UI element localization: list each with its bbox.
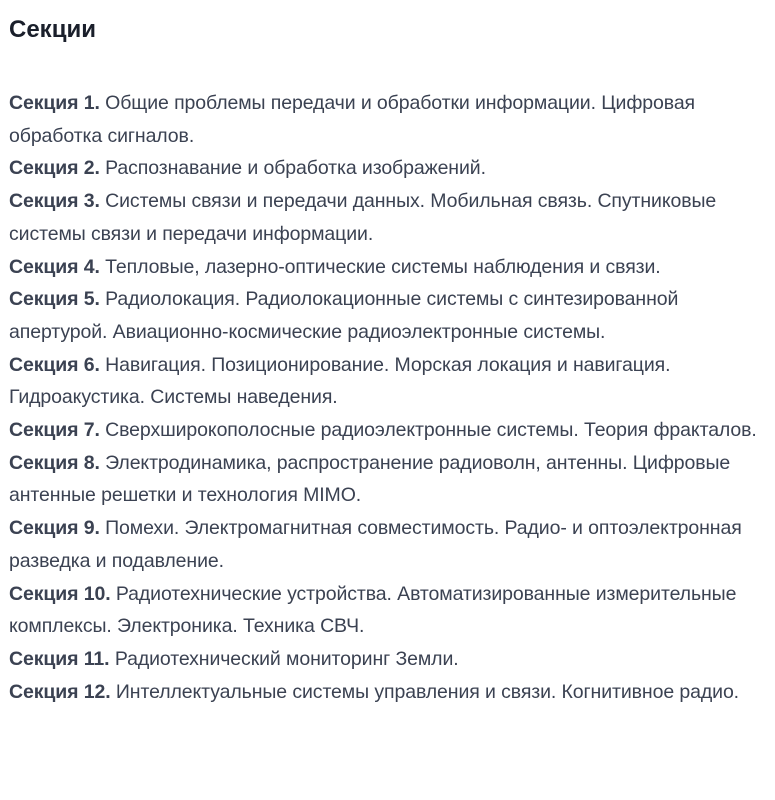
section-description: Навигация. Позиционирование. Морская локация и навигация. Гидроакустика. Системы наведения. (9, 353, 671, 409)
section-label: Секция 10. (9, 582, 111, 605)
section-label: Секция 6. (9, 353, 100, 376)
section-item-11 (9, 643, 765, 676)
section-description: Помехи. Электромагнитная совместимость. Радио- и оптоэлектронная разведка и подавление. (9, 517, 742, 572)
section-description: Распознавание и обработка изображений. (99, 157, 486, 180)
section-item-6 (9, 349, 765, 414)
section-description: Интеллектуальные системы управления и связи. Когнитивное радио. (110, 680, 740, 703)
section-description: Радиолокация. Радиолокационные системы с синтезированной апертурой. Авиационно-космические радиоэлектронные системы. (9, 288, 679, 343)
section-item-5 (9, 283, 765, 348)
section-description: Радиотехнический мониторинг Земли. (109, 647, 459, 670)
section-description: Радиотехнические устройства. Автоматизированные измерительные комплексы. Электроника. Техника СВЧ. (9, 582, 737, 638)
section-item-2 (9, 152, 765, 185)
section-label: Секция 1. (9, 92, 100, 114)
section-label: Секция 7. (9, 419, 100, 442)
section-description: Электродинамика, распространение радиоволн, антенны. Цифровые антенные решетки и технология MIMO. (9, 451, 731, 507)
section-item-1 (9, 87, 765, 152)
section-description: Тепловые, лазерно-оптические системы наблюдения и связи. (99, 255, 661, 278)
section-description: Сверхширокополосные радиоэлектронные системы. Теория фракталов. (99, 419, 757, 442)
section-item-8 (9, 447, 765, 512)
section-label: Секция 9. (9, 517, 100, 540)
section-label: Секция 8. (9, 451, 100, 474)
section-item-10 (9, 578, 765, 643)
section-description: Общие проблемы передачи и обработки информации. Цифровая обработка сигналов. (9, 92, 696, 147)
section-label: Секция 5. (9, 288, 100, 311)
page-title: Секции (9, 16, 96, 43)
section-label: Секция 3. (9, 190, 100, 213)
section-item-12 (9, 676, 765, 709)
section-list (9, 87, 765, 708)
section-label: Секция 11. (9, 647, 110, 670)
section-label: Секция 4. (9, 255, 100, 278)
section-label: Секция 12. (9, 680, 111, 703)
section-item-7 (9, 414, 765, 447)
section-label: Секция 2. (9, 157, 100, 180)
section-description: Системы связи и передачи данных. Мобильная связь. Спутниковые системы связи и передачи информации. (9, 190, 717, 245)
section-item-4 (9, 251, 765, 284)
section-item-9 (9, 512, 765, 577)
section-item-3 (9, 185, 765, 250)
